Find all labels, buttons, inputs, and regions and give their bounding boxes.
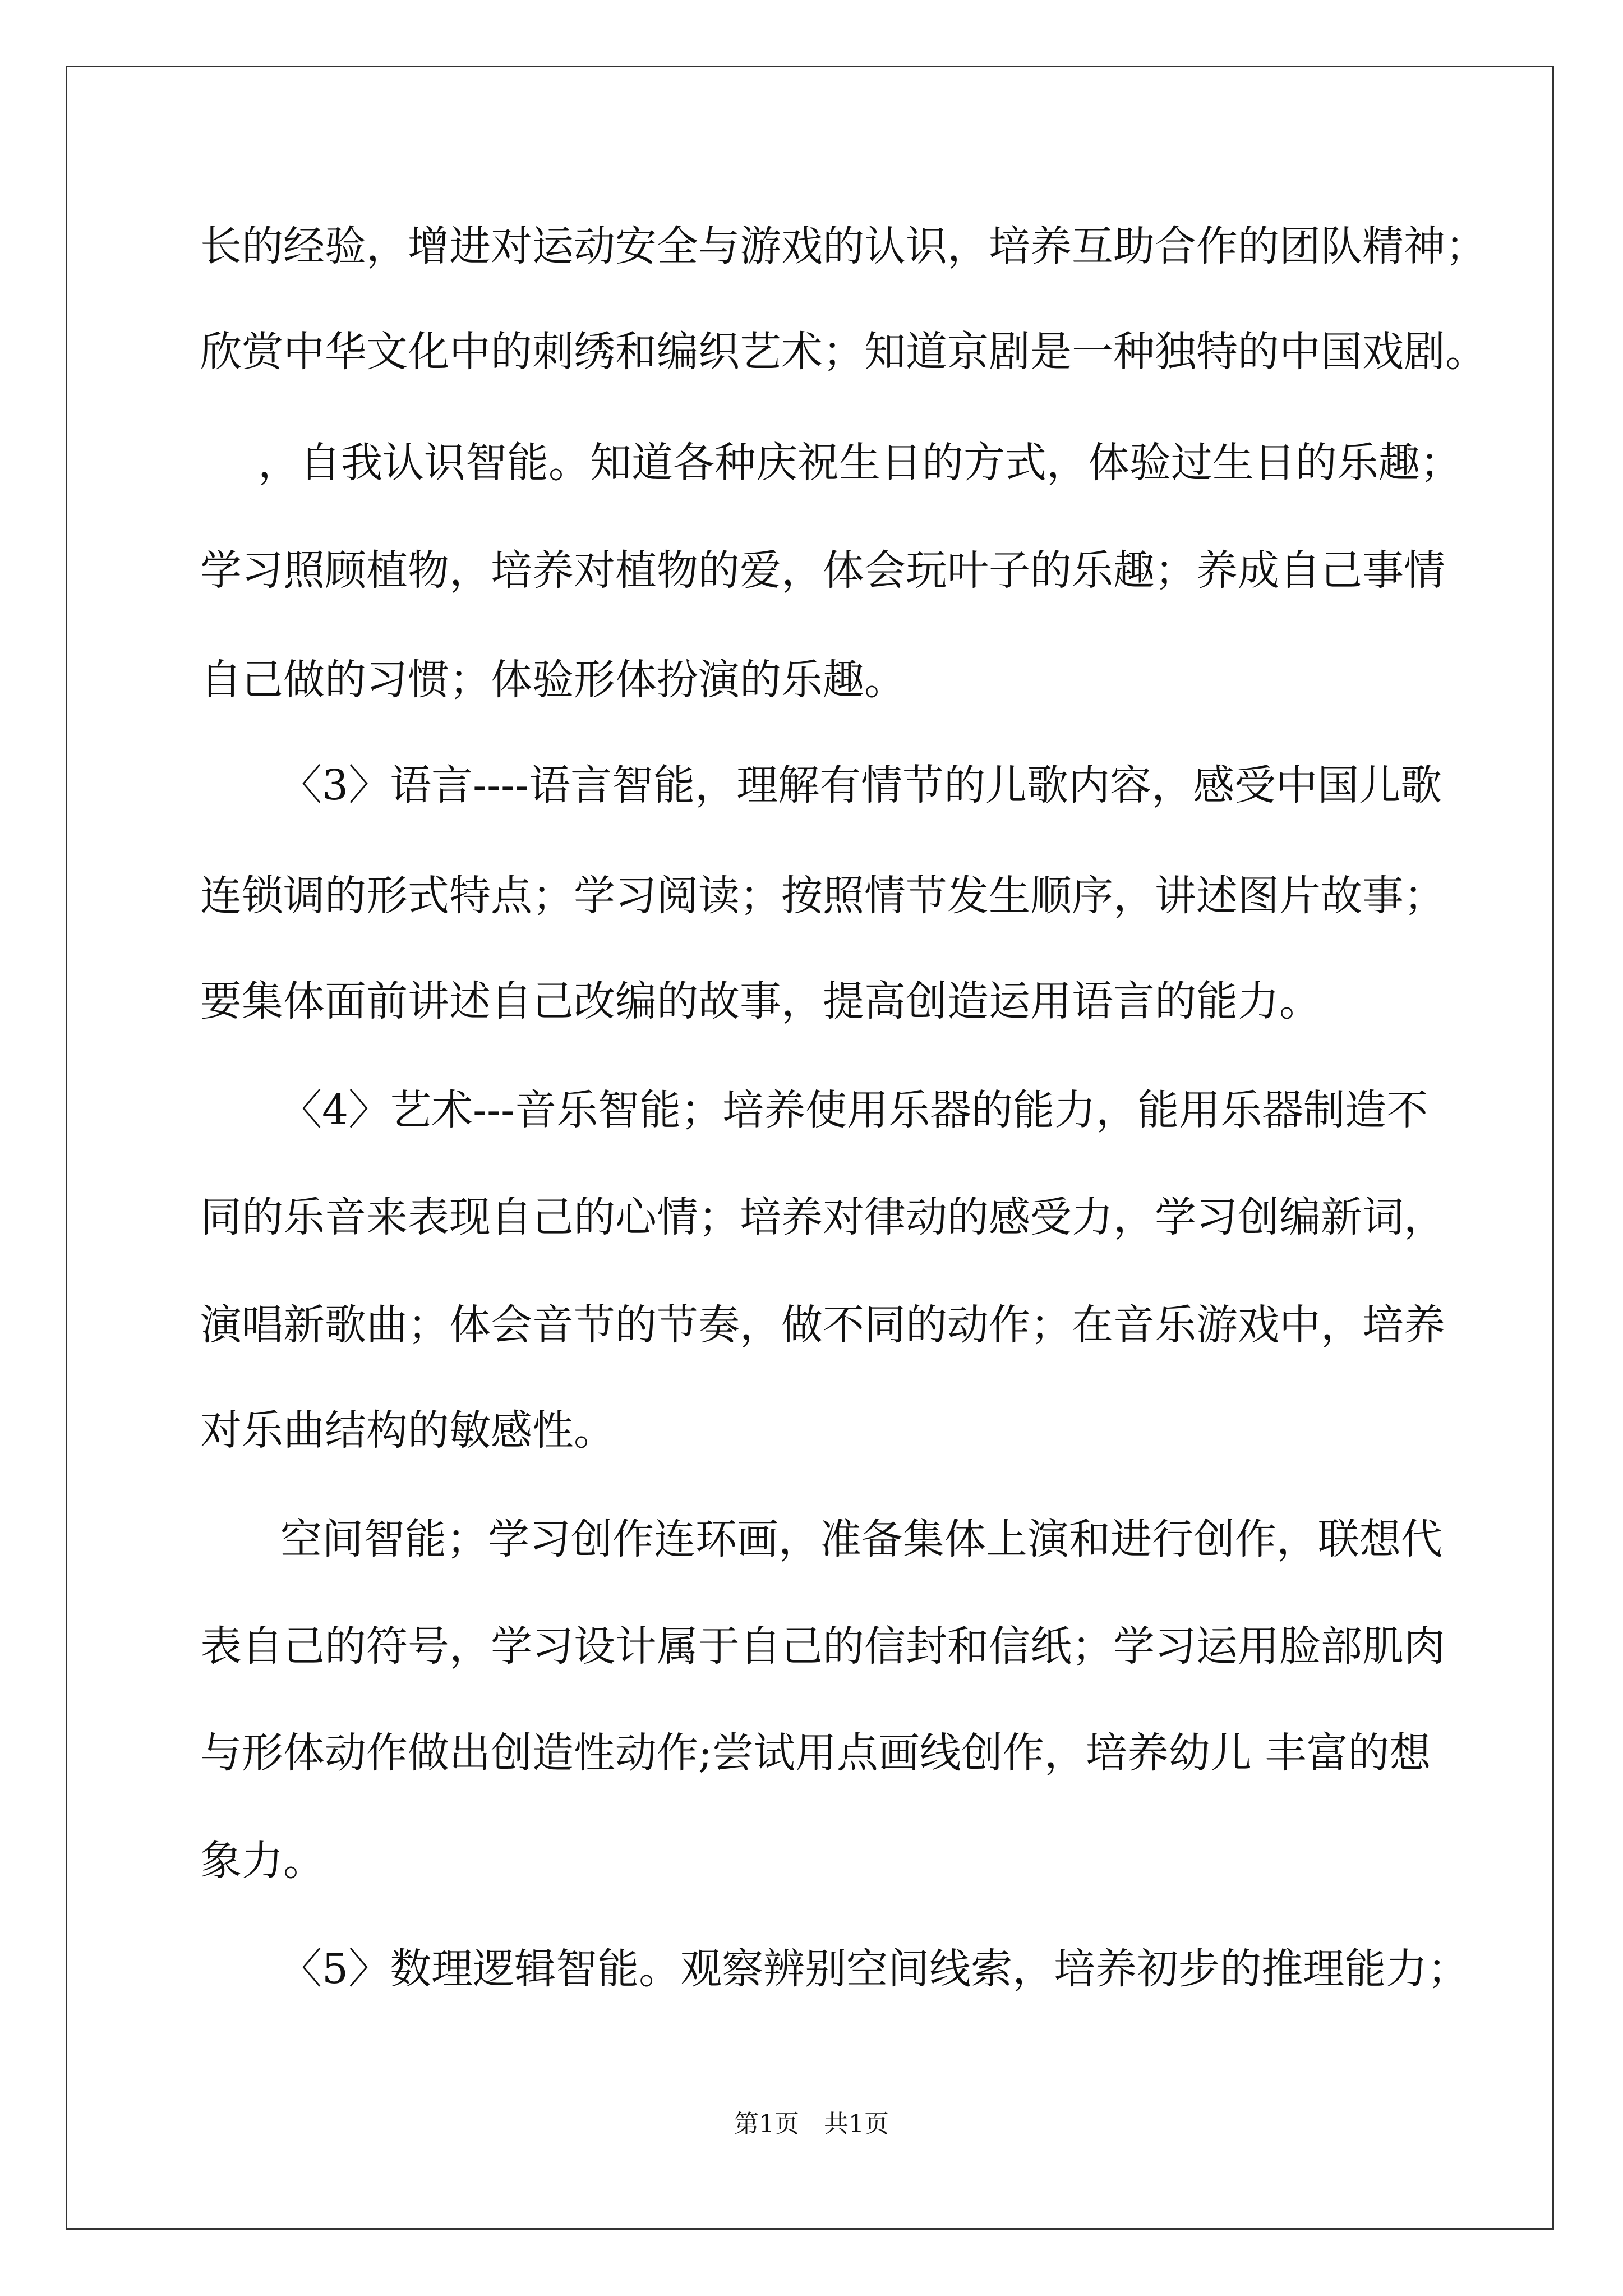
text-line: 连锁调的形式特点；学习阅读；按照情节发生顺序，讲述图片故事；	[200, 872, 1445, 920]
text-line: 〈4〉艺术---音乐智能；培养使用乐器的能力，能用乐器制造不	[280, 1086, 1428, 1134]
text-line: 象力。	[200, 1837, 325, 1885]
text-line: 长的经验，增进对运动安全与游戏的认识，培养互助合作的团队精神；	[200, 222, 1487, 270]
text-line: 学习照顾植物，培养对植物的爱，体会玩叶子的乐趣；养成自己事情	[200, 546, 1445, 595]
text-line: 〈3〉语言----语言智能，理解有情节的儿歌内容，感受中国儿歌	[280, 761, 1442, 809]
page-frame	[66, 66, 1554, 2230]
text-line: 同的乐音来表现自己的心情；培养对律动的感受力，学习创编新词，	[200, 1193, 1445, 1241]
text-line: 与形体动作做出创造性动作;尝试用点画线创作，培养幼儿 丰富的想	[200, 1729, 1431, 1777]
text-line: 欣赏中华文化中的刺绣和编织艺术；知道京剧是一种独特的中国戏剧。	[200, 328, 1487, 376]
text-line: 〈5〉数理逻辑智能。观察辨别空间线索，培养初步的推理能力；	[280, 1945, 1469, 1993]
text-line: 空间智能；学习创作连环画，准备集体上演和进行创作，联想代	[280, 1515, 1442, 1563]
page-footer: 第1页 共1页	[734, 2110, 889, 2138]
text-line: 演唱新歌曲；体会音节的节奏，做不同的动作；在音乐游戏中，培养	[200, 1301, 1445, 1349]
text-line: 表自己的符号，学习设计属于自己的信封和信纸；学习运用脸部肌肉	[200, 1622, 1445, 1671]
text-line: ，自我认识智能。知道各种庆祝生日的方式，体验过生日的乐趣；	[258, 439, 1461, 487]
text-line: 要集体面前讲述自己改编的故事，提高创造运用语言的能力。	[200, 977, 1321, 1025]
text-line: 对乐曲结构的敏感性。	[200, 1406, 615, 1455]
text-line: 自己做的习惯；体验形体扮演的乐趣。	[200, 656, 906, 704]
